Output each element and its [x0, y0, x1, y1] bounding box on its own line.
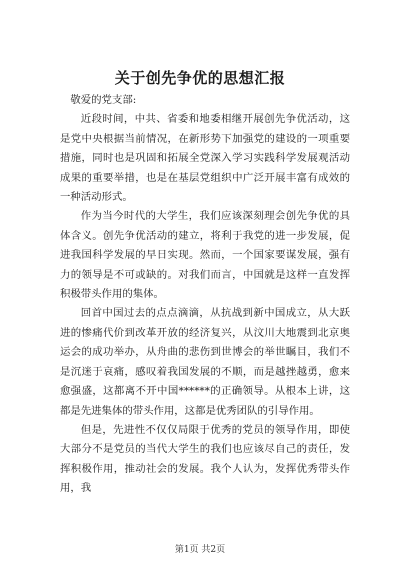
salutation: 敬爱的党支部:: [70, 94, 137, 106]
page-title: 关于创先争优的思想汇报: [114, 69, 286, 87]
page-number-footer: 第1页 共2页: [174, 545, 226, 555]
paragraph: 但是，先进性不仅仅局限于优秀的党员的领导作用，即使大部分不是党员的当代大学生的我们也应该尽自己的责任，发挥积极作用，推动社会的发展。我个人认为，发挥优秀带头作用，我: [60, 423, 350, 495]
document-body: [60, 91, 350, 499]
paragraph: 回首中国过去的点点滴滴，从抗战到新中国成立，从大跃进的惨痛代价到改革开放的经济复兴，从汶川大地震到北京奥运会的成功举办，从舟曲的悲伤到世博会的举世瞩目，我们不是沉迷于哀痛，感叹着我国发展的不顺，而是越挫越勇，愈来愈强盛，这都离不开中国******的正确领导。从根本上讲，这都是先进集体的带头作用，这都是优秀团队的引导作用。: [60, 307, 350, 417]
paragraph: 作为当今时代的大学生，我们应该深刻理会创先争优的具体含义。创先争优活动的建立，将利于我党的进一步发展，促进我国科学发展的早日实现。然而，一个国家要谋发展，强有力的领导是不可或缺的。对我们而言，中国就是这样一直发挥积极带头作用的集体。: [60, 210, 350, 301]
paragraph: 近段时间，中共、省委和地委相继开展创先争优活动，这是党中央根据当前情况，在新形势下加强党的建设的一项重要措施，同时也是巩固和拓展全党深入学习实践科学发展观活动成果的重要举措，也是在基层党组织中广泛开展丰富有成效的一种活动形式。: [60, 113, 350, 204]
